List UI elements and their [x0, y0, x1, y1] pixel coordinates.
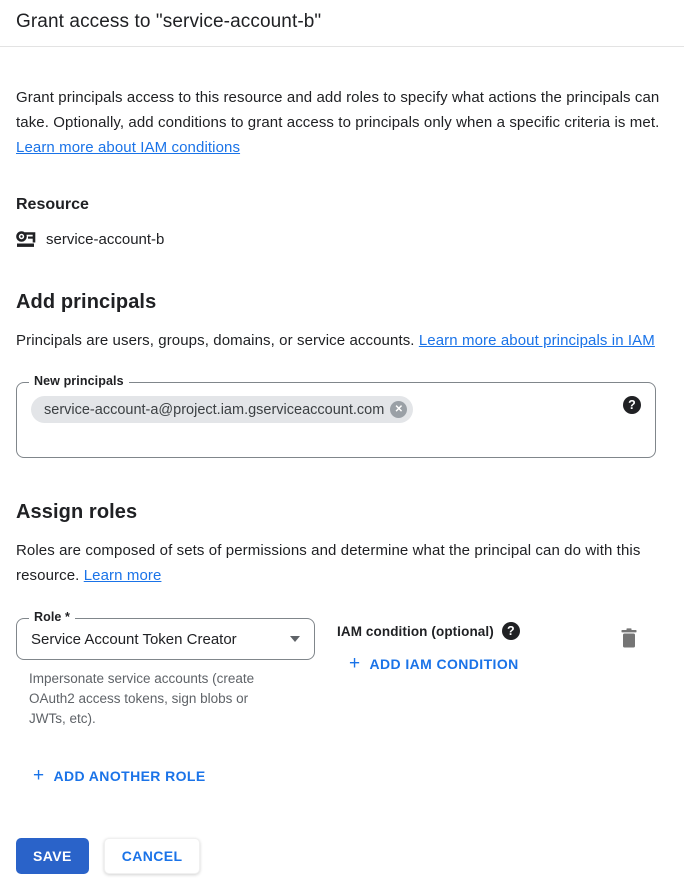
intro-text: Grant principals access to this resource and add roles to specify what actions the principals can take. Optionally, add conditions to grant access to principals only when a specific criteria is met. [16, 89, 660, 131]
resource-name: service-account-b [46, 231, 165, 248]
role-select[interactable] [16, 610, 315, 660]
dialog-title: Grant access to "service-account-b" [16, 11, 322, 32]
dialog-actions [16, 838, 200, 874]
role-label: Role * [29, 610, 75, 624]
roles-learn-more-link[interactable]: Learn more [83, 567, 162, 584]
principal-chip [31, 396, 413, 423]
resource-row [16, 231, 668, 248]
assign-roles-paragraph [16, 538, 666, 588]
dropdown-arrow-icon [290, 636, 300, 642]
plus-icon: + [349, 653, 361, 674]
iam-conditions-learn-more-link[interactable]: Learn more about IAM conditions [16, 139, 241, 156]
iam-condition-label: IAM condition (optional) [337, 623, 494, 639]
dialog-header [0, 0, 684, 47]
delete-role-button[interactable] [618, 626, 640, 651]
add-another-role-button[interactable] [33, 766, 206, 785]
dialog-body [0, 85, 684, 864]
trash-icon [620, 628, 638, 649]
iam-condition-column [337, 618, 618, 674]
save-button[interactable]: SAVE [16, 838, 89, 874]
principals-learn-more-link[interactable]: Learn more about principals in IAM [418, 332, 655, 349]
add-iam-condition-button[interactable] [349, 654, 519, 673]
intro-paragraph [16, 85, 666, 160]
resource-heading: Resource [16, 196, 89, 213]
service-account-icon [16, 231, 37, 248]
iam-condition-label-row [337, 622, 618, 640]
cancel-button[interactable]: CANCEL [104, 838, 201, 874]
new-principals-field[interactable] [16, 374, 656, 458]
role-column [16, 610, 315, 729]
principal-chip-value: service-account-a@project.iam.gserviceaccount.com [44, 401, 385, 418]
role-selected-value: Service Account Token Creator [31, 630, 237, 648]
add-another-role-label: ADD ANOTHER ROLE [53, 767, 206, 784]
new-principals-label: New principals [29, 374, 129, 388]
add-iam-condition-label: ADD IAM CONDITION [369, 655, 519, 672]
assign-roles-heading: Assign roles [16, 501, 138, 523]
principals-help-icon[interactable]: ? [623, 396, 641, 414]
role-description: Impersonate service accounts (create OAuth2 access tokens, sign blobs or JWTs, etc). [29, 671, 255, 726]
chip-remove-icon[interactable]: ✕ [390, 401, 407, 418]
assign-roles-text: Roles are composed of sets of permissions and determine what the principal can do with this resource. [16, 542, 641, 584]
add-principals-text: Principals are users, groups, domains, or service accounts. [16, 332, 415, 349]
plus-icon: + [33, 765, 45, 786]
add-principals-heading: Add principals [16, 291, 157, 313]
iam-condition-help-icon[interactable]: ? [502, 622, 520, 640]
role-row [16, 610, 668, 729]
add-principals-paragraph [16, 328, 666, 353]
